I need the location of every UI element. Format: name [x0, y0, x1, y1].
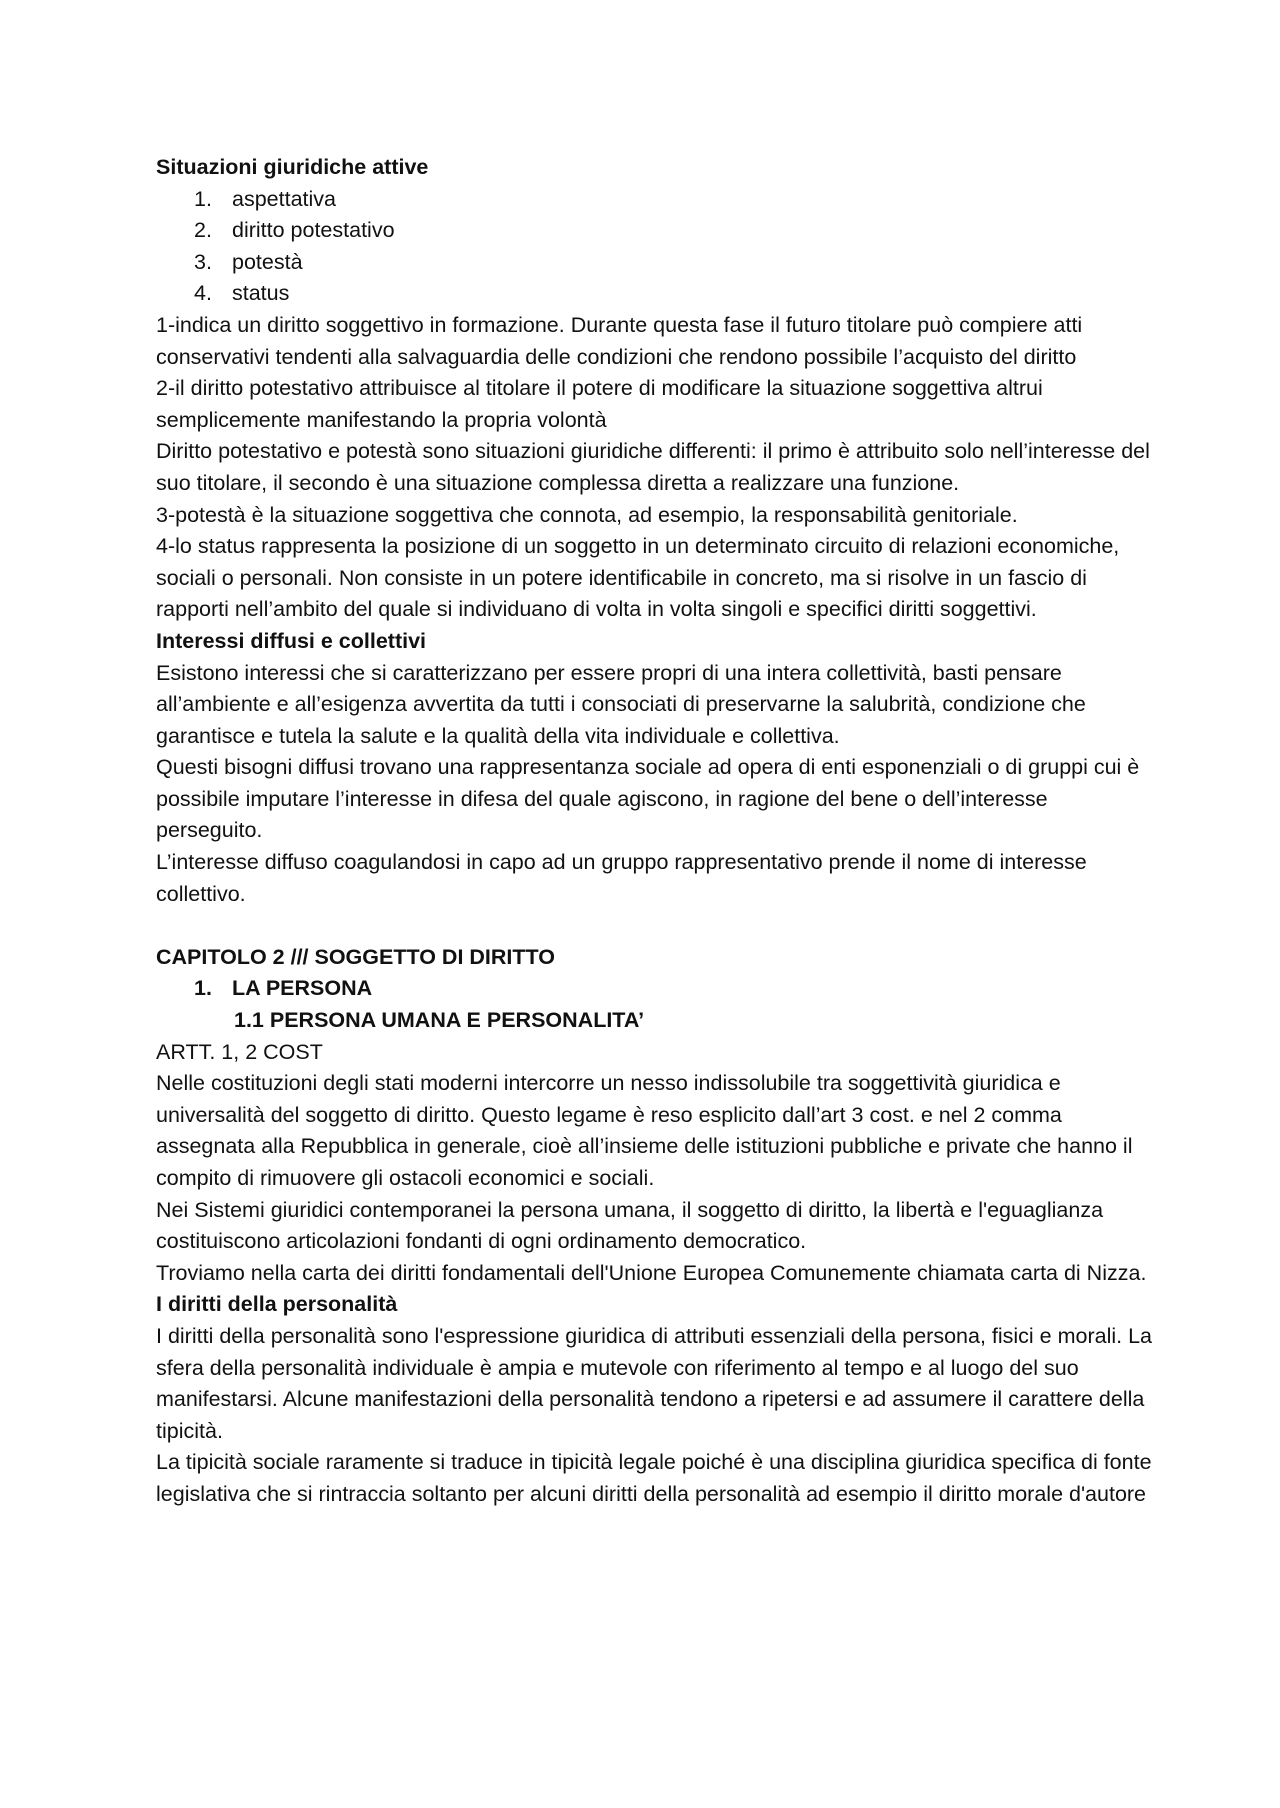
list-number: 1. — [194, 186, 212, 211]
list-item — [156, 278, 1156, 310]
paragraph: Esistono interessi che si caratterizzano per essere propri di una intera collettività, basti pensare all’ambiente e all’esigenza avvertita da tutti i consociati di preservarne la salubrità, condizione che garantisce e tutela la salute e la qualità della vita individuale e collettiva. — [156, 660, 1086, 748]
blank-line — [156, 910, 1156, 942]
paragraph: La tipicità sociale raramente si traduce in tipicità legale poiché è una disciplina giuridica specifica di fonte legislativa che si rintraccia soltanto per alcuni diritti della personalità ad esempio il diritto morale d'autore — [156, 1450, 1152, 1506]
list-text: LA PERSONA — [232, 976, 373, 1001]
chapter-sub-item: 1.1 PERSONA UMANA E PERSONALITA’ — [234, 1008, 645, 1033]
section-heading-personalita: I diritti della personalità — [156, 1292, 398, 1317]
document-page — [156, 152, 1156, 1511]
list-number: 4. — [194, 281, 212, 306]
paragraph: Questi bisogni diffusi trovano una rappresentanza sociale ad opera di enti esponenziali o di gruppi cui è possibile imputare l’interesse in difesa del quale agiscono, in ragione del bene o dell’interesse perseguito. — [156, 755, 1140, 843]
list-text: diritto potestativo — [232, 218, 395, 243]
list-text: potestà — [232, 249, 303, 274]
list-item — [156, 247, 1156, 279]
list-text: aspettativa — [232, 186, 336, 211]
list-text: status — [232, 281, 290, 306]
paragraph: Nelle costituzioni degli stati moderni intercorre un nesso indissolubile tra soggettività giuridica e universalità del soggetto di diritto. Questo legame è reso esplicito dall’art 3 cost. e nel 2 comma assegnata alla Repubblica in generale, cioè all’insieme delle istituzioni pubbliche e private che hanno il compito di rimuovere gli ostacoli economici e sociali. — [156, 1071, 1133, 1190]
paragraph: 4-lo status rappresenta la posizione di un soggetto in un determinato circuito di relazioni economiche, sociali o personali. Non consiste in un potere identificabile in concreto, ma si risolve in un fascio di rapporti nell’ambito del quale si individuano di volta in volta singoli e specifici diritti soggettivi. — [156, 534, 1120, 622]
list-item — [156, 184, 1156, 216]
chapter-title: CAPITOLO 2 /// SOGGETTO DI DIRITTO — [156, 944, 555, 969]
paragraph: 3-potestà è la situazione soggettiva che connota, ad esempio, la responsabilità genitoriale. — [156, 502, 1018, 527]
chapter-list-item — [156, 973, 1156, 1005]
paragraph: L’interesse diffuso coagulandosi in capo ad un gruppo rappresentativo prende il nome di interesse collettivo. — [156, 850, 1087, 906]
section-heading-interessi: Interessi diffusi e collettivi — [156, 628, 427, 653]
paragraph: 2-il diritto potestativo attribuisce al titolare il potere di modificare la situazione soggettiva altrui semplicemente manifestando la propria volontà — [156, 376, 1043, 432]
list-item — [156, 215, 1156, 247]
list-number: 2. — [194, 218, 212, 243]
articles-reference: ARTT. 1, 2 COST — [156, 1039, 323, 1064]
section-heading-situazioni: Situazioni giuridiche attive — [156, 155, 429, 179]
paragraph: Troviamo nella carta dei diritti fondamentali dell'Unione Europea Comunemente chiamata carta di Nizza. — [156, 1260, 1147, 1285]
paragraph: Diritto potestativo e potestà sono situazioni giuridiche differenti: il primo è attribuito solo nell’interesse del suo titolare, il secondo è una situazione complessa diretta a realizzare una funzione. — [156, 439, 1150, 495]
paragraph: Nei Sistemi giuridici contemporanei la persona umana, il soggetto di diritto, la libertà e l'eguaglianza costituiscono articolazioni fondanti di ogni ordinamento democratico. — [156, 1197, 1104, 1254]
paragraph: 1-indica un diritto soggettivo in formazione. Durante questa fase il futuro titolare può compiere atti conservativi tendenti alla salvaguardia delle condizioni che rendono possibile l’acquisto del diritto — [156, 312, 1083, 369]
list-number: 3. — [194, 249, 212, 274]
list-number: 1. — [194, 976, 212, 1001]
paragraph: I diritti della personalità sono l'espressione giuridica di attributi essenziali della persona, fisici e morali. La sfera della personalità individuale è ampia e mutevole con riferimento al tempo e al luogo del suo manifestarsi. Alcune manifestazioni della personalità tendono a ripetersi e ad assumere il carattere della tipicità. — [156, 1323, 1153, 1443]
